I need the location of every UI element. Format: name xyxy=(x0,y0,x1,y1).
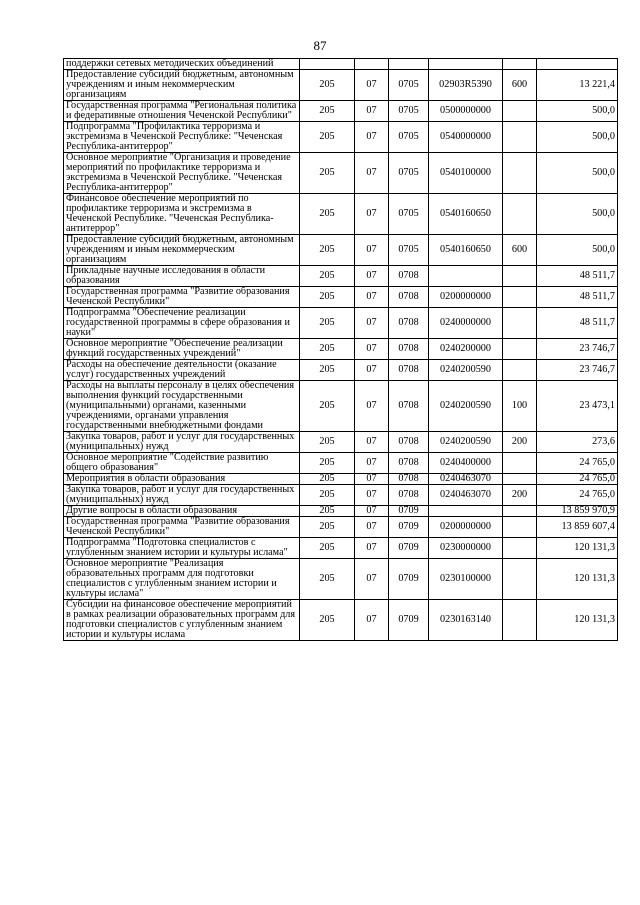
subsection-code-cell: 0705 xyxy=(389,70,429,101)
table-row xyxy=(64,600,618,641)
expense-type-cell xyxy=(503,517,537,538)
table-row xyxy=(64,122,618,153)
ministry-code-cell: 205 xyxy=(300,70,355,101)
amount-cell: 48 511,7 xyxy=(537,287,618,308)
section-code-cell: 07 xyxy=(355,600,389,641)
ministry-code-cell: 205 xyxy=(300,153,355,194)
expense-name-cell: Мероприятия в области образования xyxy=(64,474,300,485)
table-row xyxy=(64,235,618,266)
target-article-cell: 0540160650 xyxy=(429,194,503,235)
target-article-cell xyxy=(429,59,503,70)
section-code-cell: 07 xyxy=(355,153,389,194)
ministry-code-cell: 205 xyxy=(300,474,355,485)
ministry-code-cell xyxy=(300,59,355,70)
amount-cell: 500,0 xyxy=(537,122,618,153)
subsection-code-cell: 0709 xyxy=(389,559,429,600)
section-code-cell: 07 xyxy=(355,339,389,360)
section-code-cell: 07 xyxy=(355,360,389,381)
ministry-code-cell: 205 xyxy=(300,453,355,474)
amount-cell: 13 859 970,9 xyxy=(537,506,618,517)
expense-name-cell: Основное мероприятие "Содействие развитию общего образования" xyxy=(64,453,300,474)
section-code-cell: 07 xyxy=(355,506,389,517)
subsection-code-cell: 0705 xyxy=(389,194,429,235)
expense-name-cell: Основное мероприятие "Организация и проведение мероприятий по профилактике терроризма и экстремизма в Чеченской Республике. "Чеченская Республика-антитеррор" xyxy=(64,153,300,194)
amount-cell: 24 765,0 xyxy=(537,474,618,485)
amount-cell: 23 746,7 xyxy=(537,339,618,360)
expense-name-cell: Государственная программа "Региональная политика и федеративные отношения Чеченской Республики" xyxy=(64,101,300,122)
ministry-code-cell: 205 xyxy=(300,381,355,432)
table-row xyxy=(64,266,618,287)
expense-type-cell xyxy=(503,474,537,485)
amount-cell: 13 221,4 xyxy=(537,70,618,101)
subsection-code-cell: 0705 xyxy=(389,122,429,153)
ministry-code-cell: 205 xyxy=(300,194,355,235)
ministry-code-cell: 205 xyxy=(300,122,355,153)
table-row xyxy=(64,485,618,506)
table-row xyxy=(64,506,618,517)
expense-type-cell: 200 xyxy=(503,485,537,506)
expense-name-cell: Финансовое обеспечение мероприятий по профилактике терроризма и экстремизма в Чеченской Республике. "Чеченская Республика-антитеррор" xyxy=(64,194,300,235)
amount-cell: 24 765,0 xyxy=(537,453,618,474)
ministry-code-cell: 205 xyxy=(300,360,355,381)
table-row xyxy=(64,70,618,101)
table-row xyxy=(64,517,618,538)
budget-table-body xyxy=(64,59,618,641)
amount-cell: 500,0 xyxy=(537,194,618,235)
expense-name-cell: Субсидии на финансовое обеспечение мероприятий в рамках реализации образовательных программ для подготовки специалистов с углубленным знанием истории и культуры ислама xyxy=(64,600,300,641)
target-article-cell: 02903R5390 xyxy=(429,70,503,101)
subsection-code-cell xyxy=(389,59,429,70)
amount-cell: 120 131,3 xyxy=(537,538,618,559)
target-article-cell: 0200000000 xyxy=(429,517,503,538)
section-code-cell: 07 xyxy=(355,266,389,287)
table-row xyxy=(64,432,618,453)
table-row xyxy=(64,287,618,308)
target-article-cell: 0540000000 xyxy=(429,122,503,153)
subsection-code-cell: 0708 xyxy=(389,266,429,287)
expense-name-cell: Расходы на выплаты персоналу в целях обеспечения выполнения функций государственными (муниципальными) органами, казенными учреждениями, органами управления государственными внебюджетными фондами xyxy=(64,381,300,432)
expense-type-cell xyxy=(503,153,537,194)
ministry-code-cell: 205 xyxy=(300,235,355,266)
section-code-cell: 07 xyxy=(355,194,389,235)
expense-name-cell: Основное мероприятие "Реализация образовательных программ для подготовки специалистов с углубленным знанием истории и культуры ислама" xyxy=(64,559,300,600)
expense-name-cell: Прикладные научные исследования в области образования xyxy=(64,266,300,287)
table-row xyxy=(64,308,618,339)
subsection-code-cell: 0708 xyxy=(389,381,429,432)
subsection-code-cell: 0705 xyxy=(389,101,429,122)
section-code-cell: 07 xyxy=(355,485,389,506)
expense-name-cell: Другие вопросы в области образования xyxy=(64,506,300,517)
subsection-code-cell: 0708 xyxy=(389,432,429,453)
section-code-cell: 07 xyxy=(355,538,389,559)
expense-type-cell xyxy=(503,266,537,287)
target-article-cell: 0540100000 xyxy=(429,153,503,194)
table-row xyxy=(64,381,618,432)
table-row xyxy=(64,453,618,474)
target-article-cell: 0230100000 xyxy=(429,559,503,600)
amount-cell: 500,0 xyxy=(537,235,618,266)
section-code-cell: 07 xyxy=(355,559,389,600)
section-code-cell: 07 xyxy=(355,287,389,308)
subsection-code-cell: 0705 xyxy=(389,235,429,266)
ministry-code-cell: 205 xyxy=(300,339,355,360)
expense-type-cell xyxy=(503,122,537,153)
ministry-code-cell: 205 xyxy=(300,266,355,287)
table-row xyxy=(64,101,618,122)
expense-name-cell: Предоставление субсидий бюджетным, автономным учреждениям и иным некоммерческим организациям xyxy=(64,235,300,266)
expense-type-cell: 600 xyxy=(503,70,537,101)
table-row xyxy=(64,153,618,194)
expense-name-cell: Расходы на обеспечение деятельности (оказание услуг) государственных учреждений xyxy=(64,360,300,381)
expense-name-cell: Подпрограмма "Профилактика терроризма и экстремизма в Чеченской Республике: "Чеченская Республика-антитеррор" xyxy=(64,122,300,153)
table-row xyxy=(64,474,618,485)
target-article-cell: 0240200000 xyxy=(429,339,503,360)
section-code-cell: 07 xyxy=(355,101,389,122)
ministry-code-cell: 205 xyxy=(300,308,355,339)
table-row xyxy=(64,194,618,235)
expense-name-cell: Подпрограмма "Подготовка специалистов с углубленным знанием истории и культуры ислама" xyxy=(64,538,300,559)
subsection-code-cell: 0709 xyxy=(389,538,429,559)
expense-name-cell: Государственная программа "Развитие образования Чеченской Республики" xyxy=(64,517,300,538)
target-article-cell: 0540160650 xyxy=(429,235,503,266)
ministry-code-cell: 205 xyxy=(300,559,355,600)
amount-cell: 48 511,7 xyxy=(537,308,618,339)
target-article-cell: 0230000000 xyxy=(429,538,503,559)
ministry-code-cell: 205 xyxy=(300,538,355,559)
subsection-code-cell: 0709 xyxy=(389,517,429,538)
subsection-code-cell: 0708 xyxy=(389,453,429,474)
expense-type-cell xyxy=(503,506,537,517)
table-row xyxy=(64,559,618,600)
subsection-code-cell: 0705 xyxy=(389,153,429,194)
subsection-code-cell: 0709 xyxy=(389,506,429,517)
expense-type-cell: 600 xyxy=(503,235,537,266)
table-row xyxy=(64,538,618,559)
subsection-code-cell: 0708 xyxy=(389,339,429,360)
page-number: 87 xyxy=(313,38,327,53)
section-code-cell: 07 xyxy=(355,432,389,453)
table-row xyxy=(64,360,618,381)
section-code-cell: 07 xyxy=(355,235,389,266)
ministry-code-cell: 205 xyxy=(300,287,355,308)
ministry-code-cell: 205 xyxy=(300,101,355,122)
expense-type-cell: 100 xyxy=(503,381,537,432)
amount-cell: 120 131,3 xyxy=(537,600,618,641)
target-article-cell: 0240463070 xyxy=(429,474,503,485)
section-code-cell: 07 xyxy=(355,308,389,339)
section-code-cell: 07 xyxy=(355,474,389,485)
target-article-cell: 0240000000 xyxy=(429,308,503,339)
amount-cell: 13 859 607,4 xyxy=(537,517,618,538)
expense-name-cell: Предоставление субсидий бюджетным, автономным учреждениям и иным некоммерческим организациям xyxy=(64,70,300,101)
section-code-cell: 07 xyxy=(355,122,389,153)
amount-cell: 23 746,7 xyxy=(537,360,618,381)
section-code-cell xyxy=(355,59,389,70)
expense-name-cell: Основное мероприятие "Обеспечение реализации функций государственных учреждений" xyxy=(64,339,300,360)
table-row xyxy=(64,339,618,360)
target-article-cell: 0240400000 xyxy=(429,453,503,474)
section-code-cell: 07 xyxy=(355,381,389,432)
budget-table xyxy=(63,58,618,641)
expense-type-cell: 200 xyxy=(503,432,537,453)
target-article-cell: 0230163140 xyxy=(429,600,503,641)
expense-type-cell xyxy=(503,600,537,641)
expense-name-cell: Закупка товаров, работ и услуг для государственных (муниципальных) нужд xyxy=(64,432,300,453)
amount-cell: 500,0 xyxy=(537,101,618,122)
expense-type-cell xyxy=(503,287,537,308)
subsection-code-cell: 0708 xyxy=(389,485,429,506)
target-article-cell: 0240463070 xyxy=(429,485,503,506)
subsection-code-cell: 0708 xyxy=(389,287,429,308)
expense-type-cell xyxy=(503,339,537,360)
expense-name-cell: Подпрограмма "Обеспечение реализации государственной программы в сфере образования и науки" xyxy=(64,308,300,339)
ministry-code-cell: 205 xyxy=(300,432,355,453)
expense-type-cell xyxy=(503,538,537,559)
amount-cell: 23 473,1 xyxy=(537,381,618,432)
table-row xyxy=(64,59,618,70)
amount-cell: 48 511,7 xyxy=(537,266,618,287)
amount-cell xyxy=(537,59,618,70)
target-article-cell: 0240200590 xyxy=(429,432,503,453)
amount-cell: 273,6 xyxy=(537,432,618,453)
section-code-cell: 07 xyxy=(355,70,389,101)
target-article-cell: 0240200590 xyxy=(429,360,503,381)
expense-type-cell xyxy=(503,308,537,339)
subsection-code-cell: 0708 xyxy=(389,308,429,339)
expense-name-cell: поддержки сетевых методических объединений xyxy=(64,59,300,70)
expense-type-cell xyxy=(503,559,537,600)
expense-type-cell xyxy=(503,59,537,70)
target-article-cell: 0240200590 xyxy=(429,381,503,432)
subsection-code-cell: 0708 xyxy=(389,360,429,381)
target-article-cell: 0200000000 xyxy=(429,287,503,308)
expense-name-cell: Государственная программа "Развитие образования Чеченской Республики" xyxy=(64,287,300,308)
ministry-code-cell: 205 xyxy=(300,485,355,506)
amount-cell: 500,0 xyxy=(537,153,618,194)
section-code-cell: 07 xyxy=(355,453,389,474)
expense-type-cell xyxy=(503,360,537,381)
expense-type-cell xyxy=(503,194,537,235)
expense-name-cell: Закупка товаров, работ и услуг для государственных (муниципальных) нужд xyxy=(64,485,300,506)
subsection-code-cell: 0708 xyxy=(389,474,429,485)
section-code-cell: 07 xyxy=(355,517,389,538)
target-article-cell xyxy=(429,266,503,287)
expense-type-cell xyxy=(503,453,537,474)
ministry-code-cell: 205 xyxy=(300,517,355,538)
target-article-cell: 0500000000 xyxy=(429,101,503,122)
amount-cell: 24 765,0 xyxy=(537,485,618,506)
amount-cell: 120 131,3 xyxy=(537,559,618,600)
ministry-code-cell: 205 xyxy=(300,506,355,517)
ministry-code-cell: 205 xyxy=(300,600,355,641)
target-article-cell xyxy=(429,506,503,517)
subsection-code-cell: 0709 xyxy=(389,600,429,641)
expense-type-cell xyxy=(503,101,537,122)
